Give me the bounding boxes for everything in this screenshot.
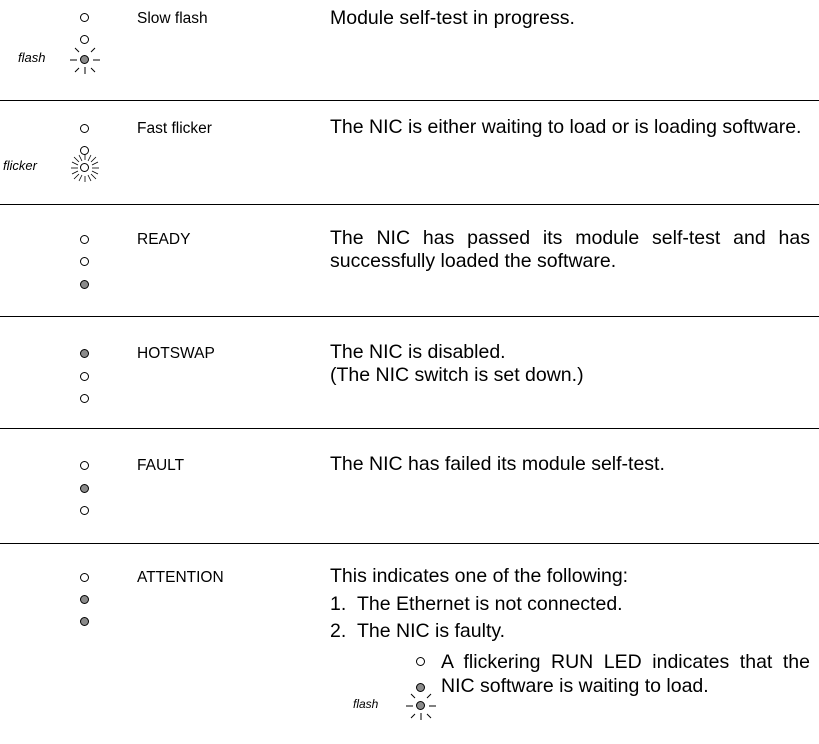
desc-hotswap-line2: (The NIC switch is set down.): [330, 364, 584, 386]
note-flash-label: flash: [353, 697, 379, 711]
row-divider: [0, 428, 819, 429]
state-slow-flash: Slow flash: [137, 10, 208, 27]
led-middle-on: [80, 484, 89, 493]
desc-fault: The NIC has failed its module self-test.: [330, 453, 665, 475]
led-middle-off: [80, 35, 89, 44]
row-divider: [0, 204, 819, 205]
state-fault: FAULT: [137, 457, 185, 474]
led-bottom-off: [80, 506, 89, 515]
led-top-off: [80, 13, 89, 22]
list-item-number: 1.: [330, 593, 347, 615]
led-top-off: [80, 461, 89, 470]
led-bottom-off: [80, 394, 89, 403]
row-divider: [0, 316, 819, 317]
led-middle-off: [80, 257, 89, 266]
desc-attention: This indicates one of the following:: [330, 565, 629, 587]
led-top-off: [80, 124, 89, 133]
state-fast-flicker: Fast flicker: [137, 120, 212, 137]
flash-rays-icon: [406, 691, 436, 721]
flash-label: flash: [18, 50, 46, 65]
list-item-text: The NIC is faulty.: [357, 620, 506, 642]
flash-rays-icon: [70, 45, 100, 75]
flicker-rays-icon: [70, 153, 100, 183]
led-bottom-on: [80, 280, 89, 289]
desc-hotswap-line1: The NIC is disabled.: [330, 341, 506, 363]
state-attention: ATTENTION: [137, 569, 224, 586]
led-top-off: [80, 235, 89, 244]
led-top-off: [80, 573, 89, 582]
row-divider: [0, 100, 819, 101]
led-bottom-on: [80, 617, 89, 626]
desc-ready: The NIC has passed its module self-test and has successfully loaded the software.: [330, 227, 810, 272]
led-middle-on: [80, 595, 89, 604]
led-note-top-off: [416, 657, 425, 666]
note-flickering-run-led: A flickering RUN LED indicates that the NIC software is waiting to load.: [441, 651, 810, 697]
desc-slow-flash: Module self-test in progress.: [330, 7, 575, 29]
list-item-number: 2.: [330, 620, 347, 642]
row-divider: [0, 543, 819, 544]
list-item-text: The Ethernet is not connected.: [357, 593, 623, 615]
flicker-label: flicker: [3, 158, 37, 173]
led-middle-off: [80, 372, 89, 381]
state-hotswap: HOTSWAP: [137, 345, 215, 362]
led-top-on: [80, 349, 89, 358]
state-ready: READY: [137, 231, 191, 248]
desc-fast-flicker: The NIC is either waiting to load or is loading software.: [330, 116, 802, 138]
